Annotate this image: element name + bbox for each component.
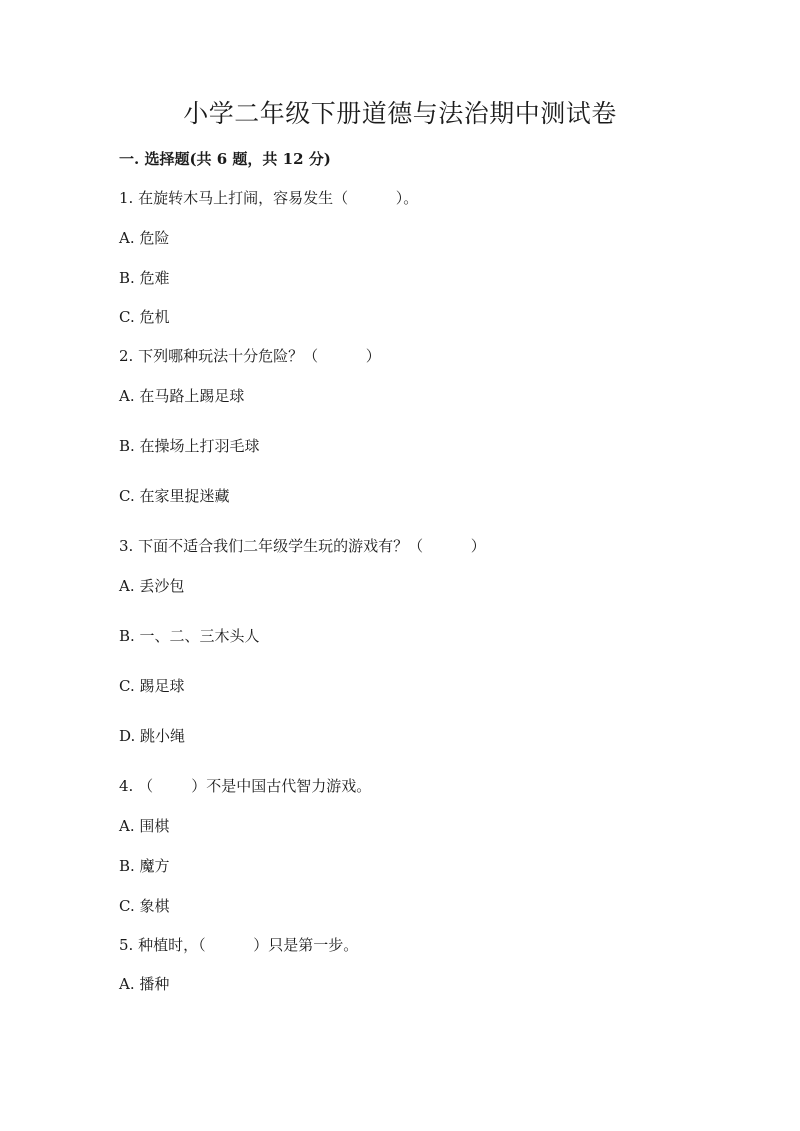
- question-1-stem: 1. 在旋转木马上打闹，容易发生（ ）。: [119, 189, 419, 207]
- question-4-option-c: C. 象棋: [119, 897, 170, 915]
- question-4-option-a: A. 围棋: [119, 817, 170, 835]
- question-5-stem: 5. 种植时，（ ）只是第一步。: [119, 936, 359, 954]
- question-3-option-c: C. 踢足球: [119, 677, 185, 695]
- question-2-option-b: B. 在操场上打羽毛球: [119, 437, 260, 455]
- question-1-option-a: A. 危险: [119, 229, 170, 247]
- question-2-stem: 2. 下列哪种玩法十分危险？（ ）: [119, 347, 381, 365]
- question-3-stem: 3. 下面不适合我们二年级学生玩的游戏有？（ ）: [119, 537, 486, 555]
- question-4-option-b: B. 魔方: [119, 857, 170, 875]
- question-1-option-c: C. 危机: [119, 308, 170, 326]
- question-4-stem: 4. （ ）不是中国古代智力游戏。: [119, 777, 372, 795]
- page-title: 小学二年级下册道德与法治期中测试卷: [183, 99, 617, 128]
- question-3-option-b: B. 一、二、三木头人: [119, 627, 260, 645]
- question-5-option-a: A. 播种: [119, 975, 170, 993]
- question-2-option-c: C. 在家里捉迷藏: [119, 487, 230, 505]
- question-3-option-d: D. 跳小绳: [119, 727, 186, 745]
- question-1-option-b: B. 危难: [119, 269, 170, 287]
- question-3-option-a: A. 丢沙包: [119, 577, 185, 595]
- question-2-option-a: A. 在马路上踢足球: [119, 387, 245, 405]
- section-heading: 一. 选择题(共 6 题，共 12 分): [119, 150, 331, 168]
